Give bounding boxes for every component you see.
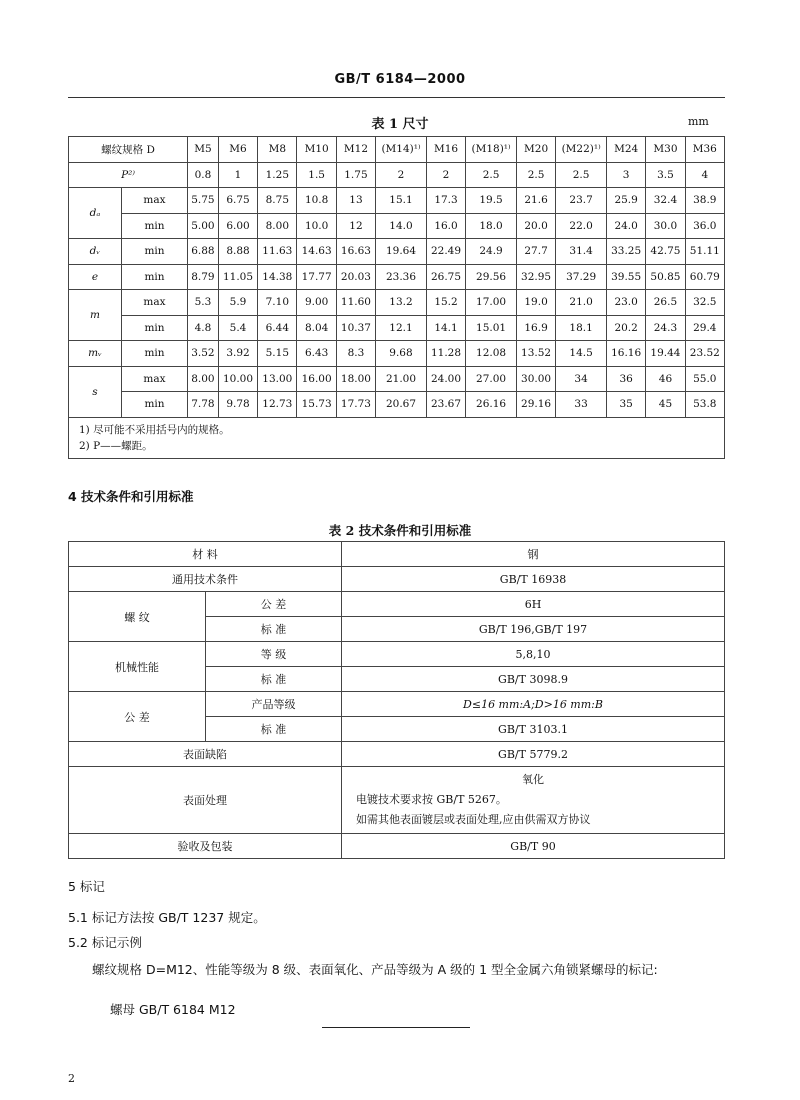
dw-min-value: 8.88: [218, 239, 257, 265]
s-min-value: 20.67: [376, 392, 427, 418]
product-grade-value: D≤16 mm:A;D>16 mm:B: [342, 692, 725, 717]
e-min-value: 17.77: [297, 264, 336, 290]
s-max-value: 10.00: [218, 366, 257, 392]
s-min-value: 17.73: [336, 392, 375, 418]
note-1: 1) 尽可能不采用括号内的规格。: [79, 423, 230, 436]
table-row: [69, 592, 725, 617]
table-row: [69, 692, 725, 717]
da-max-value: 15.1: [376, 188, 427, 214]
s-min-value: 33: [556, 392, 607, 418]
da-min-value: 12: [336, 213, 375, 239]
acceptance-label: 验收及包装: [69, 834, 342, 859]
da-min-value: 16.0: [426, 213, 465, 239]
size-header: M12: [336, 137, 375, 163]
tolerance-group-label: 公 差: [69, 692, 206, 742]
s-min-value: 12.73: [258, 392, 297, 418]
surface-defect-label: 表面缺陷: [69, 742, 342, 767]
s-min-value: 7.78: [188, 392, 219, 418]
dw-min-value: 24.9: [466, 239, 517, 265]
pitch-value: 1.75: [336, 162, 375, 188]
m-label: m: [69, 290, 122, 341]
pitch-value: 0.8: [188, 162, 219, 188]
m-min-value: 15.01: [466, 315, 517, 341]
min-label: min: [122, 341, 188, 367]
m-max-value: 17.00: [466, 290, 517, 316]
da-min-value: 22.0: [556, 213, 607, 239]
table1-unit: mm: [688, 115, 709, 128]
mw-min-value: 12.08: [466, 341, 517, 367]
m-min-value: 6.44: [258, 315, 297, 341]
mw-min-value: 23.52: [685, 341, 724, 367]
header-rule: [68, 97, 725, 98]
dw-min-value: 16.63: [336, 239, 375, 265]
e-min-value: 50.85: [646, 264, 685, 290]
m-min-value: 14.1: [426, 315, 465, 341]
thread-standard-value: GB/T 196,GB/T 197: [342, 617, 725, 642]
table-row: [69, 567, 725, 592]
table-row: [69, 239, 725, 265]
table-row: [69, 341, 725, 367]
surface-treat-label: 表面处理: [69, 767, 342, 834]
da-max-value: 19.5: [466, 188, 517, 214]
pitch-value: 2.5: [556, 162, 607, 188]
da-min-value: 8.00: [258, 213, 297, 239]
section5-1: 5.1 标记方法按 GB/T 1237 规定。: [68, 910, 266, 925]
table-row: [69, 162, 725, 188]
dimensions-table-body: [69, 137, 725, 459]
min-label: min: [122, 392, 188, 418]
m-max-value: 11.60: [336, 290, 375, 316]
dw-min-value: 51.11: [685, 239, 724, 265]
end-rule: [322, 1027, 470, 1028]
size-header: M30: [646, 137, 685, 163]
table1-title: 表 1 尺寸: [371, 117, 429, 132]
da-min-value: 36.0: [685, 213, 724, 239]
min-label: min: [122, 213, 188, 239]
pitch-value: 2.5: [516, 162, 555, 188]
table-row: [69, 417, 725, 458]
spec-header: 螺纹规格 D: [69, 137, 188, 163]
max-label: max: [122, 290, 188, 316]
pitch-value: 1.25: [258, 162, 297, 188]
s-max-value: 21.00: [376, 366, 427, 392]
size-header: M20: [516, 137, 555, 163]
e-min-value: 26.75: [426, 264, 465, 290]
e-min-value: 29.56: [466, 264, 517, 290]
acceptance-value: GB/T 90: [342, 834, 725, 859]
page-number: 2: [68, 1072, 75, 1085]
s-max-value: 46: [646, 366, 685, 392]
standard-label: 标 准: [206, 667, 342, 692]
s-min-value: 15.73: [297, 392, 336, 418]
mw-min-value: 19.44: [646, 341, 685, 367]
table-row: [69, 642, 725, 667]
da-max-value: 21.6: [516, 188, 555, 214]
m-max-value: 15.2: [426, 290, 465, 316]
m-max-value: 5.3: [188, 290, 219, 316]
dw-min-value: 22.49: [426, 239, 465, 265]
s-min-value: 35: [606, 392, 645, 418]
size-header: M6: [218, 137, 257, 163]
mw-min-value: 9.68: [376, 341, 427, 367]
s-max-value: 55.0: [685, 366, 724, 392]
e-min-value: 37.29: [556, 264, 607, 290]
standard-label: 标 准: [206, 617, 342, 642]
surface-treat-line: 氧化: [522, 773, 544, 786]
min-label: min: [122, 264, 188, 290]
m-max-value: 5.9: [218, 290, 257, 316]
m-min-value: 10.37: [336, 315, 375, 341]
s-max-value: 8.00: [188, 366, 219, 392]
m-max-value: 7.10: [258, 290, 297, 316]
size-header: M10: [297, 137, 336, 163]
da-min-value: 10.0: [297, 213, 336, 239]
e-label: e: [69, 264, 122, 290]
s-max-value: 16.00: [297, 366, 336, 392]
mw-min-value: 13.52: [516, 341, 555, 367]
product-grade-label: 产品等级: [206, 692, 342, 717]
da-min-value: 6.00: [218, 213, 257, 239]
da-min-value: 24.0: [606, 213, 645, 239]
m-max-value: 23.0: [606, 290, 645, 316]
mw-label: mᵥ: [69, 341, 122, 367]
m-min-value: 16.9: [516, 315, 555, 341]
da-label: dₐ: [69, 188, 122, 239]
mw-min-value: 5.15: [258, 341, 297, 367]
da-min-value: 30.0: [646, 213, 685, 239]
section4-heading: 4 技术条件和引用标准: [68, 489, 194, 504]
table-row: [69, 290, 725, 316]
m-max-value: 26.5: [646, 290, 685, 316]
dw-min-value: 19.64: [376, 239, 427, 265]
e-min-value: 8.79: [188, 264, 219, 290]
mw-min-value: 16.16: [606, 341, 645, 367]
m-max-value: 13.2: [376, 290, 427, 316]
table-row: [69, 213, 725, 239]
s-max-value: 30.00: [516, 366, 555, 392]
s-min-value: 53.8: [685, 392, 724, 418]
table-row: [69, 315, 725, 341]
marking-example-text: 螺纹规格 D=M12、性能等级为 8 级、表面氧化、产品等级为 A 级的 1 型全金属六角锁紧螺母的标记:: [92, 962, 658, 977]
tolerance-label: 公 差: [206, 592, 342, 617]
marking-example: 螺母 GB/T 6184 M12: [110, 1002, 236, 1017]
table-row: [69, 834, 725, 859]
note-2: 2) P——螺距。: [79, 439, 153, 452]
dw-min-value: 33.25: [606, 239, 645, 265]
e-min-value: 14.38: [258, 264, 297, 290]
m-min-value: 8.04: [297, 315, 336, 341]
dw-min-value: 42.75: [646, 239, 685, 265]
surface-treat-line: 电镀技术要求按 GB/T 5267。: [356, 793, 507, 806]
table-row: [69, 392, 725, 418]
section5-heading: 5 标记: [68, 879, 105, 894]
thread-label: 螺 纹: [69, 592, 206, 642]
da-max-value: 17.3: [426, 188, 465, 214]
m-min-value: 24.3: [646, 315, 685, 341]
da-max-value: 23.7: [556, 188, 607, 214]
s-min-value: 23.67: [426, 392, 465, 418]
mw-min-value: 11.28: [426, 341, 465, 367]
da-min-value: 5.00: [188, 213, 219, 239]
da-min-value: 18.0: [466, 213, 517, 239]
dw-min-value: 6.88: [188, 239, 219, 265]
table-row: [69, 264, 725, 290]
tol-standard-value: GB/T 3103.1: [342, 717, 725, 742]
m-max-value: 21.0: [556, 290, 607, 316]
size-header: M36: [685, 137, 724, 163]
m-max-value: 32.5: [685, 290, 724, 316]
s-max-value: 27.00: [466, 366, 517, 392]
m-min-value: 29.4: [685, 315, 724, 341]
m-min-value: 5.4: [218, 315, 257, 341]
m-max-value: 9.00: [297, 290, 336, 316]
m-min-value: 20.2: [606, 315, 645, 341]
size-header: (M22)¹⁾: [556, 137, 607, 163]
m-min-value: 12.1: [376, 315, 427, 341]
pitch-value: 1: [218, 162, 257, 188]
s-min-value: 29.16: [516, 392, 555, 418]
size-header: M5: [188, 137, 219, 163]
table-row: [69, 366, 725, 392]
general-label: 通用技术条件: [69, 567, 342, 592]
size-header: M8: [258, 137, 297, 163]
mw-min-value: 8.3: [336, 341, 375, 367]
standard-label: 标 准: [206, 717, 342, 742]
e-min-value: 39.55: [606, 264, 645, 290]
dw-min-value: 11.63: [258, 239, 297, 265]
pitch-value: 2.5: [466, 162, 517, 188]
da-max-value: 13: [336, 188, 375, 214]
s-label: s: [69, 366, 122, 417]
e-min-value: 60.79: [685, 264, 724, 290]
da-min-value: 20.0: [516, 213, 555, 239]
dw-min-value: 31.4: [556, 239, 607, 265]
grade-value: 5,8,10: [342, 642, 725, 667]
e-min-value: 23.36: [376, 264, 427, 290]
s-max-value: 36: [606, 366, 645, 392]
s-max-value: 24.00: [426, 366, 465, 392]
s-min-value: 45: [646, 392, 685, 418]
da-max-value: 8.75: [258, 188, 297, 214]
dimensions-table: [68, 136, 725, 459]
e-min-value: 20.03: [336, 264, 375, 290]
section5-2: 5.2 标记示例: [68, 935, 142, 950]
tolerance-value: 6H: [342, 592, 725, 617]
da-max-value: 10.8: [297, 188, 336, 214]
table-row: [69, 767, 725, 834]
da-max-value: 32.4: [646, 188, 685, 214]
general-value: GB/T 16938: [342, 567, 725, 592]
size-header: (M18)¹⁾: [466, 137, 517, 163]
table1-notes: [69, 417, 725, 458]
pitch-value: 3.5: [646, 162, 685, 188]
mw-min-value: 3.92: [218, 341, 257, 367]
mech-standard-value: GB/T 3098.9: [342, 667, 725, 692]
da-max-value: 5.75: [188, 188, 219, 214]
mw-min-value: 6.43: [297, 341, 336, 367]
s-max-value: 34: [556, 366, 607, 392]
pitch-label: P²⁾: [69, 162, 188, 188]
max-label: max: [122, 188, 188, 214]
table-row: [69, 742, 725, 767]
surface-treat-line: 如需其他表面镀层或表面处理,应由供需双方协议: [356, 813, 591, 826]
m-max-value: 19.0: [516, 290, 555, 316]
e-min-value: 32.95: [516, 264, 555, 290]
tech-conditions-table: [68, 541, 725, 859]
m-min-value: 18.1: [556, 315, 607, 341]
table-row: [69, 137, 725, 163]
min-label: min: [122, 239, 188, 265]
max-label: max: [122, 366, 188, 392]
da-max-value: 6.75: [218, 188, 257, 214]
da-max-value: 38.9: [685, 188, 724, 214]
material-label: 材 料: [69, 542, 342, 567]
table2-title: 表 2 技术条件和引用标准: [328, 523, 472, 538]
mw-min-value: 14.5: [556, 341, 607, 367]
pitch-value: 3: [606, 162, 645, 188]
surface-defect-value: GB/T 5779.2: [342, 742, 725, 767]
table-row: [69, 542, 725, 567]
grade-label: 等 级: [206, 642, 342, 667]
da-max-value: 25.9: [606, 188, 645, 214]
s-min-value: 26.16: [466, 392, 517, 418]
pitch-value: 2: [426, 162, 465, 188]
surface-treat-value: [342, 767, 725, 834]
mech-label: 机械性能: [69, 642, 206, 692]
s-min-value: 9.78: [218, 392, 257, 418]
pitch-value: 2: [376, 162, 427, 188]
page-header: GB/T 6184—2000: [334, 72, 466, 87]
size-header: M16: [426, 137, 465, 163]
pitch-value: 1.5: [297, 162, 336, 188]
m-min-value: 4.8: [188, 315, 219, 341]
size-header: (M14)¹⁾: [376, 137, 427, 163]
material-value: 钢: [342, 542, 725, 567]
dw-min-value: 14.63: [297, 239, 336, 265]
dw-min-value: 27.7: [516, 239, 555, 265]
da-min-value: 14.0: [376, 213, 427, 239]
mw-min-value: 3.52: [188, 341, 219, 367]
dw-label: dᵥ: [69, 239, 122, 265]
pitch-value: 4: [685, 162, 724, 188]
s-max-value: 13.00: [258, 366, 297, 392]
e-min-value: 11.05: [218, 264, 257, 290]
table-row: [69, 188, 725, 214]
s-max-value: 18.00: [336, 366, 375, 392]
size-header: M24: [606, 137, 645, 163]
min-label: min: [122, 315, 188, 341]
